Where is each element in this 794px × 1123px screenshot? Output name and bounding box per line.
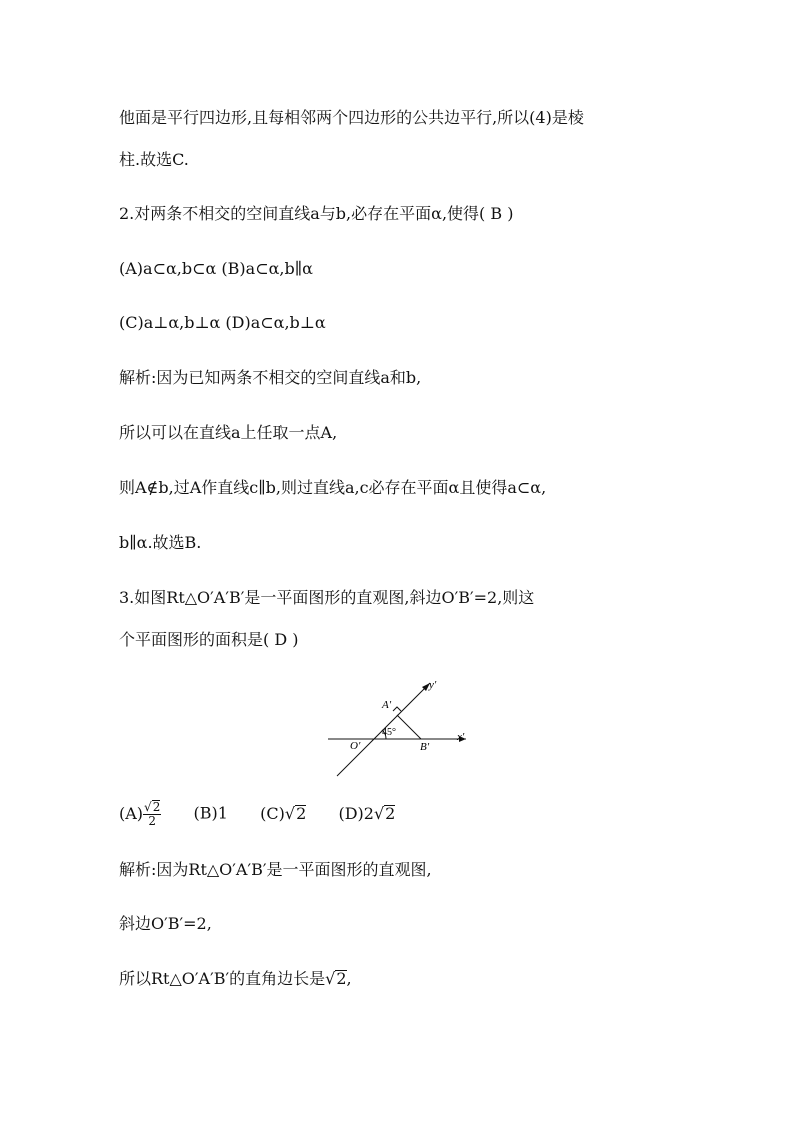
solution-2-line: 所以可以在直线a上任取一点A,	[119, 423, 338, 442]
fraction: $\frac{√2}{2}$	[144, 800, 161, 828]
option-c: (C)√2	[260, 803, 307, 823]
question-3: 3.如图Rt△O′A′B′是一平面图形的直观图,斜边O′B′=2,则这	[119, 588, 535, 607]
question-3: 个平面图形的面积是( D )	[119, 630, 299, 649]
question-3-options	[119, 800, 395, 828]
question-2: 2.对两条不相交的空间直线a与b,必存在平面α,使得( B )	[119, 204, 514, 223]
text-line: 他面是平行四边形,且每相邻两个四边形的公共边平行,所以(4)是棱	[119, 108, 584, 127]
solution-3-line: 斜边O′B′=2,	[119, 914, 212, 933]
side-a-b	[397, 715, 421, 739]
solution-2-line: b∥α.故选B.	[119, 533, 202, 552]
text-line: 柱.故选C.	[119, 150, 189, 169]
oblique-triangle-figure	[326, 674, 476, 784]
solution-3-line: 解析:因为Rt△O′A′B′是一平面图形的直观图,	[119, 860, 432, 879]
label-y: y′	[429, 679, 437, 691]
option-a: (A) $\frac{√2}{2}$	[119, 800, 161, 828]
label-o: O′	[350, 740, 361, 752]
solution-2-line: 则A∉b,过A作直线c∥b,则过直线a,c必存在平面α且使得a⊂α,	[119, 478, 547, 497]
option-b: (B)1	[193, 803, 228, 823]
label-x: x′	[457, 731, 465, 743]
solution-3-line: 所以Rt△O′A′B′的直角边长是√2,	[119, 969, 352, 988]
question-2-options-cd: (C)a⊥α,b⊥α (D)a⊂α,b⊥α	[119, 313, 326, 332]
solution-2-line: 解析:因为已知两条不相交的空间直线a和b,	[119, 368, 422, 387]
question-2-options-ab: (A)a⊂α,b⊂α (B)a⊂α,b∥α	[119, 259, 313, 278]
label-b: B′	[420, 741, 430, 753]
label-a: A′	[382, 699, 392, 711]
right-angle-mark	[393, 707, 401, 711]
angle-label: 45°	[382, 727, 396, 738]
option-d: (D)2√2	[338, 803, 396, 823]
